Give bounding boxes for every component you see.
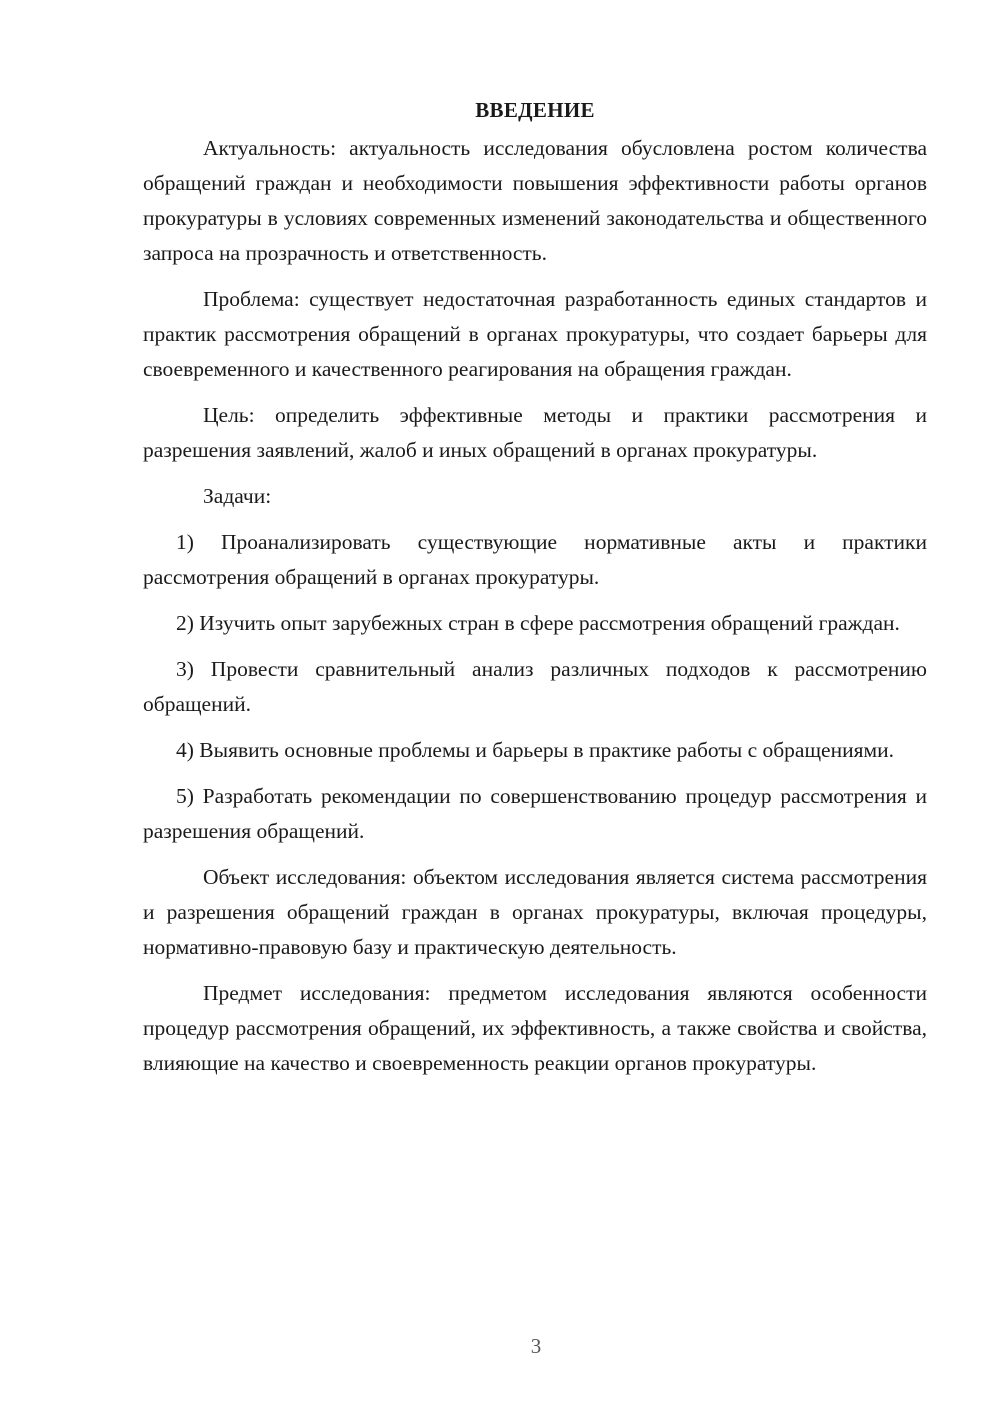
document-page <box>143 96 927 1081</box>
task-item-5: 5) Разработать рекомендации по совершенствованию процедур рассмотрения и разрешения обращений. <box>143 784 927 843</box>
paragraph-object: Объект исследования: объектом исследования является система рассмотрения и разрешения обращений граждан в органах прокуратуры, включая процедуры, нормативно-правовую базу и практическую деятельность. <box>143 865 927 959</box>
paragraph-goal: Цель: определить эффективные методы и практики рассмотрения и разрешения заявлений, жалоб и иных обращений в органах прокуратуры. <box>143 403 927 462</box>
paragraph-subject: Предмет исследования: предметом исследования являются особенности процедур рассмотрения обращений, их эффективность, а также свойства и свойства, влияющие на качество и своевременность реакции органов прокуратуры. <box>143 981 927 1075</box>
paragraph-tasks-label: Задачи: <box>203 484 272 508</box>
task-item-4: 4) Выявить основные проблемы и барьеры в практике работы с обращениями. <box>176 738 894 762</box>
page-number: 3 <box>530 1334 542 1358</box>
task-item-1: 1) Проанализировать существующие нормативные акты и практики рассмотрения обращений в органах прокуратуры. <box>143 530 927 589</box>
paragraph-relevance: Актуальность: актуальность исследования обусловлена ростом количества обращений граждан и необходимости повышения эффективности работы органов прокуратуры в условиях современных изменений законодательства и общественного запроса на прозрачность и ответственность. <box>143 136 927 265</box>
task-item-2: 2) Изучить опыт зарубежных стран в сфере рассмотрения обращений граждан. <box>176 611 900 635</box>
paragraph-problem: Проблема: существует недостаточная разработанность единых стандартов и практик рассмотрения обращений в органах прокуратуры, что создает барьеры для своевременного и качественного реагирования на обращения граждан. <box>143 287 927 381</box>
section-heading: ВВЕДЕНИЕ <box>475 98 595 122</box>
task-item-3: 3) Провести сравнительный анализ различных подходов к рассмотрению обращений. <box>143 657 927 716</box>
